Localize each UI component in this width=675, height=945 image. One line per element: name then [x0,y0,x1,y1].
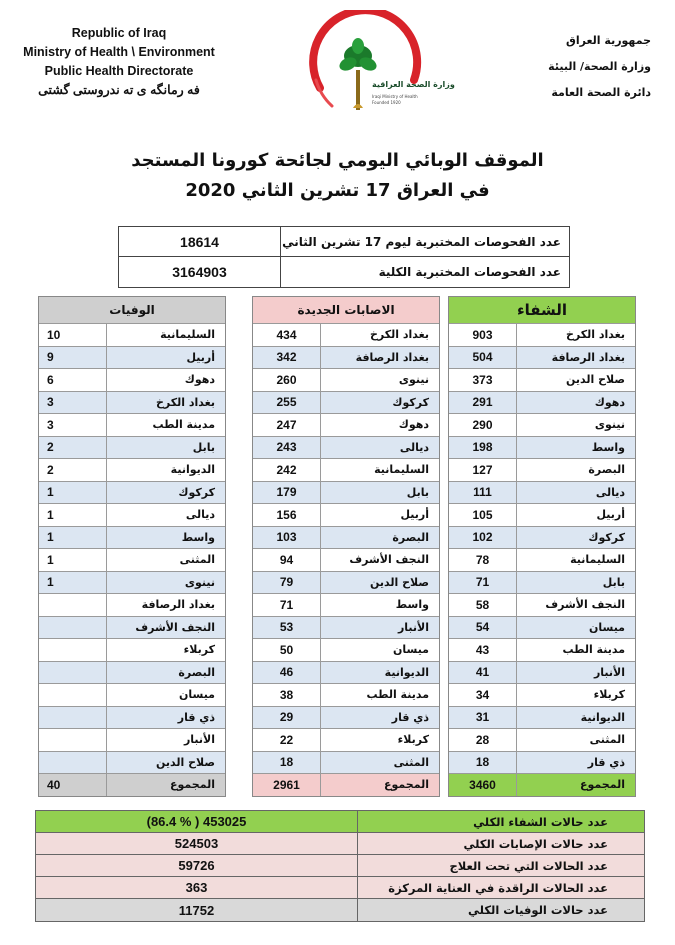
header-english [12,24,226,100]
row-value: 242 [253,459,321,481]
table-row [39,368,225,391]
row-governorate: صلاح الدين [369,575,429,589]
row-value [39,684,107,706]
row-governorate: النجف الأشرف [349,553,429,567]
row-value: 78 [449,549,517,571]
table-row [449,661,635,684]
table-row [449,683,635,706]
row-value: 111 [449,482,517,504]
row-governorate: واسط [181,530,215,544]
table-row [449,481,635,504]
recovered-header: الشفاء [449,297,635,323]
row-governorate: الأنبار [593,665,625,679]
table-row [253,548,439,571]
row-value: 2 [39,437,107,459]
row-governorate: الديوانية [170,463,215,477]
row-governorate: النجف الأشرف [135,620,215,634]
row-governorate: المثنى [589,733,625,747]
table-row [39,458,225,481]
table-row [39,323,225,346]
row-governorate: ذي قار [587,755,625,769]
row-governorate: نينوى [184,575,215,589]
deaths-total-value: 40 [39,774,107,796]
table-row [449,593,635,616]
table-row [39,436,225,459]
row-value: 46 [253,662,321,684]
deaths-table [38,296,226,797]
row-value: 127 [449,459,517,481]
row-governorate: السليمانية [570,553,625,567]
table-row [253,728,439,751]
summary-row-active [36,855,644,877]
row-value: 1 [39,572,107,594]
row-value: 373 [449,369,517,391]
logo-emblem-icon [298,10,438,128]
row-governorate: مدينة الطب [562,643,625,657]
row-value [39,662,107,684]
table-row [253,368,439,391]
row-value [39,707,107,729]
row-value: 1 [39,482,107,504]
row-value: 10 [39,324,107,346]
row-value: 247 [253,414,321,436]
table-row [449,526,635,549]
row-value: 43 [449,639,517,661]
row-value: 504 [449,347,517,369]
recovered-total-value: 3460 [449,774,517,796]
summary-row-icu [36,877,644,899]
row-governorate: البصرة [588,463,625,477]
table-row [253,346,439,369]
table-row [449,706,635,729]
table-row [253,661,439,684]
table-row [39,481,225,504]
new-cases-total-label: المجموع [384,778,429,792]
row-value: 79 [253,572,321,594]
row-value: 53 [253,617,321,639]
row-value: 50 [253,639,321,661]
table-row [449,571,635,594]
row-governorate: دهوك [184,373,215,387]
row-governorate: كركوك [178,485,215,499]
row-value: 9 [39,347,107,369]
logo-text-year: Founded 1920 [372,100,401,105]
summary-recovered-value: (86.4 % ) 453025 [36,811,358,832]
table-row [449,458,635,481]
row-value [39,752,107,774]
row-governorate: البصرة [392,530,429,544]
table-row [449,368,635,391]
row-governorate: أربيل [186,350,215,364]
row-value: 156 [253,504,321,526]
row-governorate: الديوانية [580,710,625,724]
row-governorate: صلاح الدين [565,373,625,387]
summary-row-recovered [36,811,644,833]
row-value: 103 [253,527,321,549]
row-value: 54 [449,617,517,639]
header-ar-line: دائرة الصحة العامة [551,86,651,99]
table-row [449,436,635,459]
header-en-line: Republic of Iraq [71,26,167,40]
table-row [449,548,635,571]
table-row [253,458,439,481]
table-row [253,638,439,661]
table-row [39,706,225,729]
page-subtitle: في العراق 17 تشرين الثاني 2020 [185,180,490,201]
header-en-line: Ministry of Health \ Environment [23,45,215,59]
row-value [39,639,107,661]
ministry-logo [298,10,455,128]
row-value: 6 [39,369,107,391]
row-value: 58 [449,594,517,616]
row-governorate: أربيل [596,508,625,522]
table-row [253,481,439,504]
table-row [449,728,635,751]
table-row [449,346,635,369]
row-value: 903 [449,324,517,346]
page-title: الموقف الوبائي اليومي لجائحة كورونا المستجد [131,150,544,171]
summary-row-deaths [36,899,644,921]
row-value: 102 [449,527,517,549]
tests-row-daily [119,227,569,257]
row-governorate: بابل [192,440,215,454]
table-row [449,391,635,414]
table-row [39,638,225,661]
logo-text-sub: Iraqi Ministry of Health [372,94,418,99]
row-governorate: الديوانية [384,665,429,679]
summary-table [35,810,645,922]
table-row [39,526,225,549]
recovered-table [448,296,636,797]
table-row [39,616,225,639]
row-governorate: واسط [395,598,429,612]
summary-active-value: 59726 [36,855,358,876]
row-value: 71 [449,572,517,594]
row-governorate: الأنبار [183,733,215,747]
table-row [253,391,439,414]
table-row [253,683,439,706]
row-governorate: بابل [602,575,625,589]
row-governorate: النجف الأشرف [545,598,625,612]
row-governorate: كربلاء [593,688,625,702]
row-governorate: ذي قار [177,710,215,724]
row-governorate: بغداد الكرخ [565,328,625,342]
table-row [39,548,225,571]
tests-total-label: عدد الفحوصات المختبرية الكلية [378,265,561,279]
row-governorate: كركوك [588,530,625,544]
row-governorate: ذي قار [391,710,429,724]
table-row [253,503,439,526]
row-value [39,617,107,639]
row-governorate: بغداد الرصافة [355,350,429,364]
header-arabic [451,28,651,106]
deaths-total-label: المجموع [170,778,215,792]
table-row [39,683,225,706]
row-governorate: ميسان [392,643,429,657]
summary-cases-label: عدد حالات الإصابات الكلي [358,833,644,854]
row-governorate: بغداد الرصافة [551,350,625,364]
new-cases-total-row [253,773,439,796]
deaths-total-row [39,773,225,796]
row-governorate: المثنى [179,553,215,567]
summary-icu-label: عدد الحالات الراقدة في العناية المركزة [358,877,644,898]
row-value: 41 [449,662,517,684]
row-value: 3 [39,414,107,436]
recovered-total-row [449,773,635,796]
row-governorate: ميسان [178,688,215,702]
row-value: 18 [253,752,321,774]
row-governorate: المثنى [393,755,429,769]
table-row [449,413,635,436]
summary-row-cases [36,833,644,855]
row-value: 28 [449,729,517,751]
table-row [253,436,439,459]
table-row [253,413,439,436]
row-value: 1 [39,504,107,526]
table-row [253,526,439,549]
logo-text-main: وزارة الصحة العراقية [372,80,455,89]
table-row [39,413,225,436]
header-ku-line: فه رمانگه ى ته ندروستى گشتى [38,83,200,97]
summary-recovered-label: عدد حالات الشفاء الكلي [358,811,644,832]
row-governorate: الأنبار [397,620,429,634]
table-row [449,503,635,526]
row-value: 22 [253,729,321,751]
table-row [449,323,635,346]
table-row [449,638,635,661]
row-governorate: السليمانية [374,463,429,477]
row-governorate: السليمانية [160,328,215,342]
table-row [449,751,635,774]
row-governorate: بغداد الكرخ [155,395,215,409]
row-value: 31 [449,707,517,729]
row-governorate: دهوك [398,418,429,432]
row-governorate: ميسان [588,620,625,634]
new-cases-header: الاصابات الجديدة [253,297,439,323]
table-row [39,571,225,594]
row-governorate: ديالى [185,508,215,522]
row-governorate: بابل [406,485,429,499]
header-ar-line: وزارة الصحة/ البيئة [548,60,651,73]
row-governorate: بغداد الكرخ [369,328,429,342]
row-value: 38 [253,684,321,706]
row-governorate: كربلاء [183,643,215,657]
row-governorate: أربيل [400,508,429,522]
row-value: 255 [253,392,321,414]
table-row [253,616,439,639]
table-row [253,323,439,346]
row-value: 94 [253,549,321,571]
row-governorate: واسط [591,440,625,454]
row-value: 71 [253,594,321,616]
row-governorate: دهوك [594,395,625,409]
row-governorate: صلاح الدين [155,755,215,769]
new-cases-total-value: 2961 [253,774,321,796]
table-row [253,593,439,616]
row-value: 243 [253,437,321,459]
row-value: 179 [253,482,321,504]
table-row [39,751,225,774]
table-row [449,616,635,639]
table-row [39,728,225,751]
row-value: 1 [39,549,107,571]
row-value: 29 [253,707,321,729]
table-row [39,593,225,616]
row-value: 260 [253,369,321,391]
summary-deaths-value: 11752 [36,899,358,921]
new-cases-table [252,296,440,797]
row-governorate: ديالى [399,440,429,454]
summary-deaths-label: عدد حالات الوفيات الكلي [358,899,644,921]
table-row [253,571,439,594]
row-value: 3 [39,392,107,414]
row-value [39,594,107,616]
table-row [253,706,439,729]
header-ar-line: جمهورية العراق [566,34,651,47]
table-row [39,346,225,369]
row-value [39,729,107,751]
row-value: 105 [449,504,517,526]
summary-icu-value: 363 [36,877,358,898]
row-governorate: البصرة [178,665,215,679]
tests-total-value: 3164903 [119,257,281,287]
summary-active-label: عدد الحالات التي تحت العلاج [358,855,644,876]
table-row [39,391,225,414]
row-governorate: كركوك [392,395,429,409]
lab-tests-table [118,226,570,288]
tests-daily-label: عدد الفحوصات المختبرية ليوم 17 تشرين الثاني [282,234,561,249]
row-value: 34 [449,684,517,706]
row-governorate: كربلاء [397,733,429,747]
row-governorate: ديالى [595,485,625,499]
row-governorate: مدينة الطب [152,418,215,432]
row-value: 342 [253,347,321,369]
tests-daily-value: 18614 [119,227,281,256]
table-row [39,503,225,526]
row-governorate: نينوى [398,373,429,387]
table-row [39,661,225,684]
deaths-header: الوفيات [39,297,225,323]
table-row [253,751,439,774]
row-value: 291 [449,392,517,414]
recovered-total-label: المجموع [580,778,625,792]
row-value: 2 [39,459,107,481]
row-governorate: نينوى [594,418,625,432]
row-governorate: بغداد الرصافة [141,598,215,612]
row-governorate: مدينة الطب [366,688,429,702]
row-value: 18 [449,752,517,774]
row-value: 290 [449,414,517,436]
row-value: 434 [253,324,321,346]
summary-cases-value: 524503 [36,833,358,854]
tests-row-total [119,257,569,287]
header-en-line: Public Health Directorate [44,64,194,78]
row-value: 198 [449,437,517,459]
row-value: 1 [39,527,107,549]
